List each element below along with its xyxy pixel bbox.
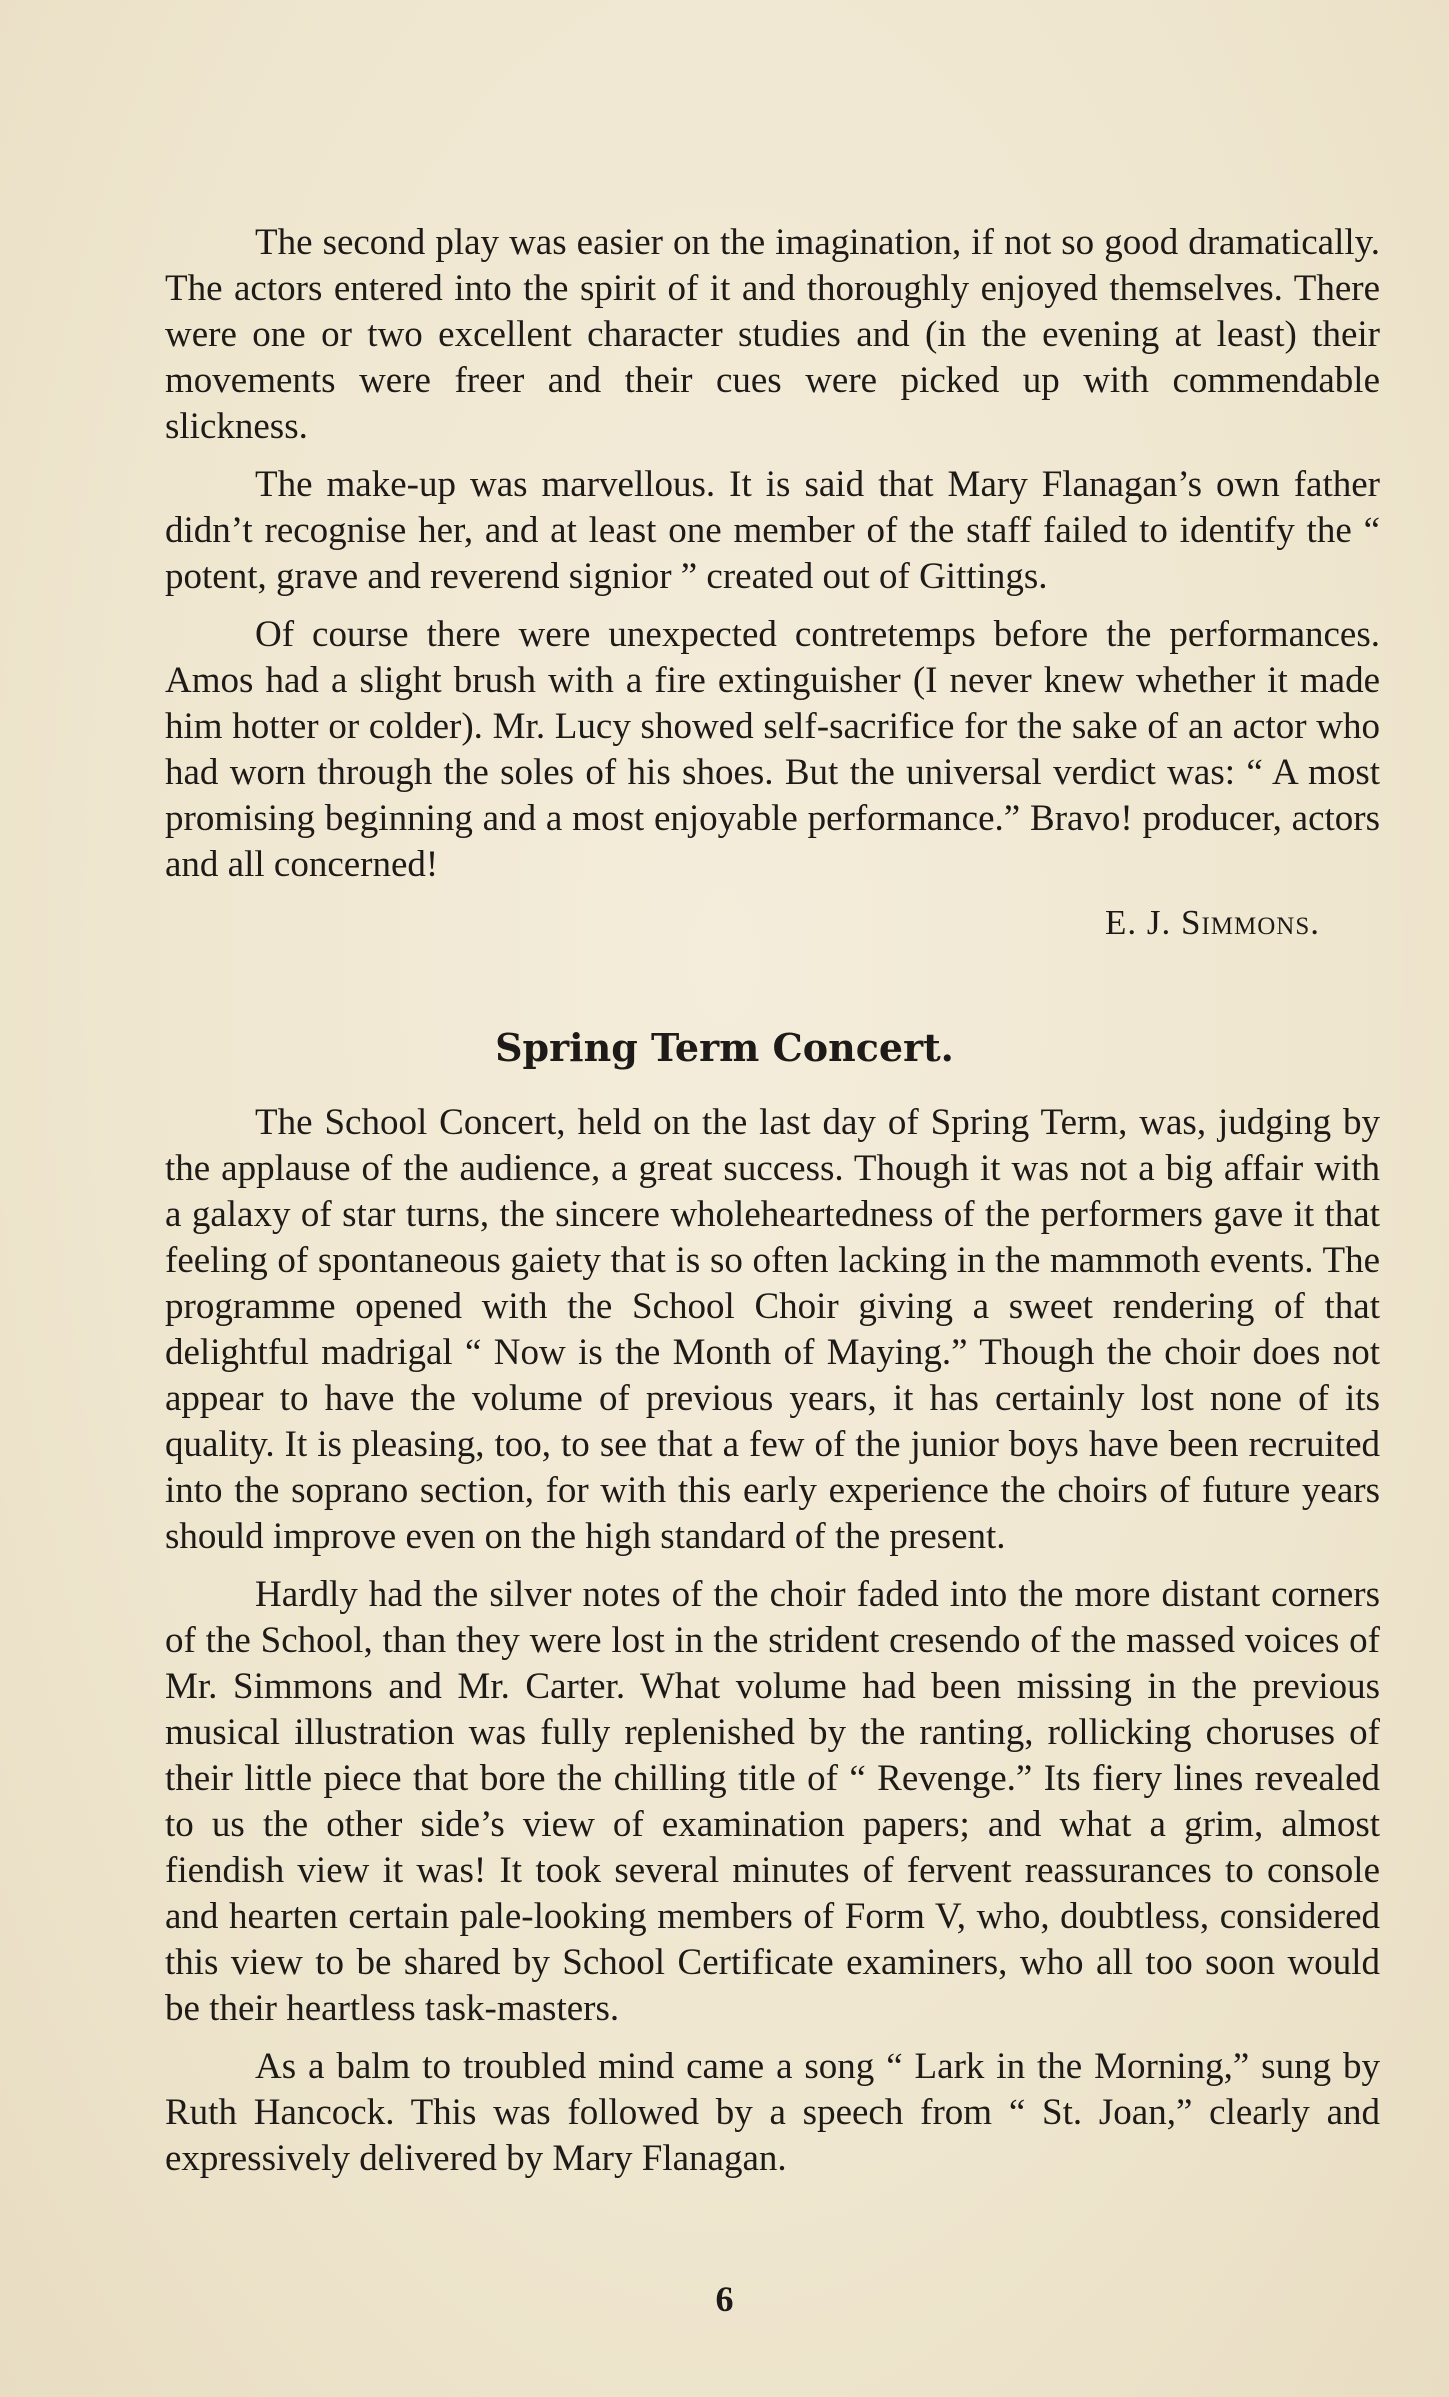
author-signature [165, 900, 1320, 946]
paragraph: The second play was easier on the imagination, if not so good dramatically. The actors entered into the spirit of it and thoroughly enjoyed themselves. There were one or two excellent character studies and (in the evening at least) their movements were freer and their cues were picked up with commendable slickness. [165, 222, 1380, 447]
page-number: 6 [715, 2279, 734, 2319]
paragraph: As a balm to troubled mind came a song “ Lark in the Morning,” sung by Ruth Hancock. This was followed by a speech from “ St. Joan,” clearly and expressively delivered by Mary Flanagan. [165, 2046, 1380, 2179]
paragraph: The make-up was marvellous. It is said that Mary Flanagan’s own father didn’t recognise her, and at least one member of the staff failed to identify the “ potent, grave and reverend signior ” created out of Gittings. [165, 464, 1380, 597]
section-heading: Spring Term Concert. [495, 1025, 954, 1070]
signature-text: E. J. Simmons. [1104, 903, 1320, 942]
paragraph: Of course there were unexpected contretemps before the performances. Amos had a slight brush with a fire extinguisher (I never knew whether it made him hotter or colder). Mr. Lucy showed self-sacrifice for the sake of an actor who had worn through the soles of his shoes. But the universal verdict was: “ A most promising beginning and a most enjoyable performance.” Bravo! producer, actors and all concerned! [165, 614, 1380, 885]
paragraph: The School Concert, held on the last day of Spring Term, was, judging by the applause of the audience, a great success. Though it was not a big affair with a galaxy of star turns, the sincere wholeheartedness of the performers gave it that feeling of spontaneous gaiety that is so often lacking in the mammoth events. The programme opened with the School Choir giving a sweet rendering of that delightful madrigal “ Now is the Month of Maying.” Though the choir does not appear to have the volume of previous years, it has certainly lost none of its quality. It is pleasing, too, to see that a few of the junior boys have been recruited into the soprano section, for with this early experience the choirs of future years should improve even on the high standard of the present. [165, 1102, 1380, 1557]
paragraph: Hardly had the silver notes of the choir faded into the more distant corners of the School, than they were lost in the strident cresendo of the massed voices of Mr. Simmons and Mr. Carter. What volume had been missing in the previous musical illustration was fully replenished by the ranting, rollicking choruses of their little piece that bore the chilling title of “ Revenge.” Its fiery lines revealed to us the other side’s view of examination papers; and what a grim, almost fiendish view it was! It took several minutes of fervent reassurances to console and hearten certain pale-looking members of Form V, who, doubtless, considered this view to be shared by School Certificate examiners, who all too soon would be their heartless task-masters. [165, 1574, 1380, 2029]
concert-section [165, 1100, 1380, 2194]
play-review-section [165, 220, 1380, 946]
